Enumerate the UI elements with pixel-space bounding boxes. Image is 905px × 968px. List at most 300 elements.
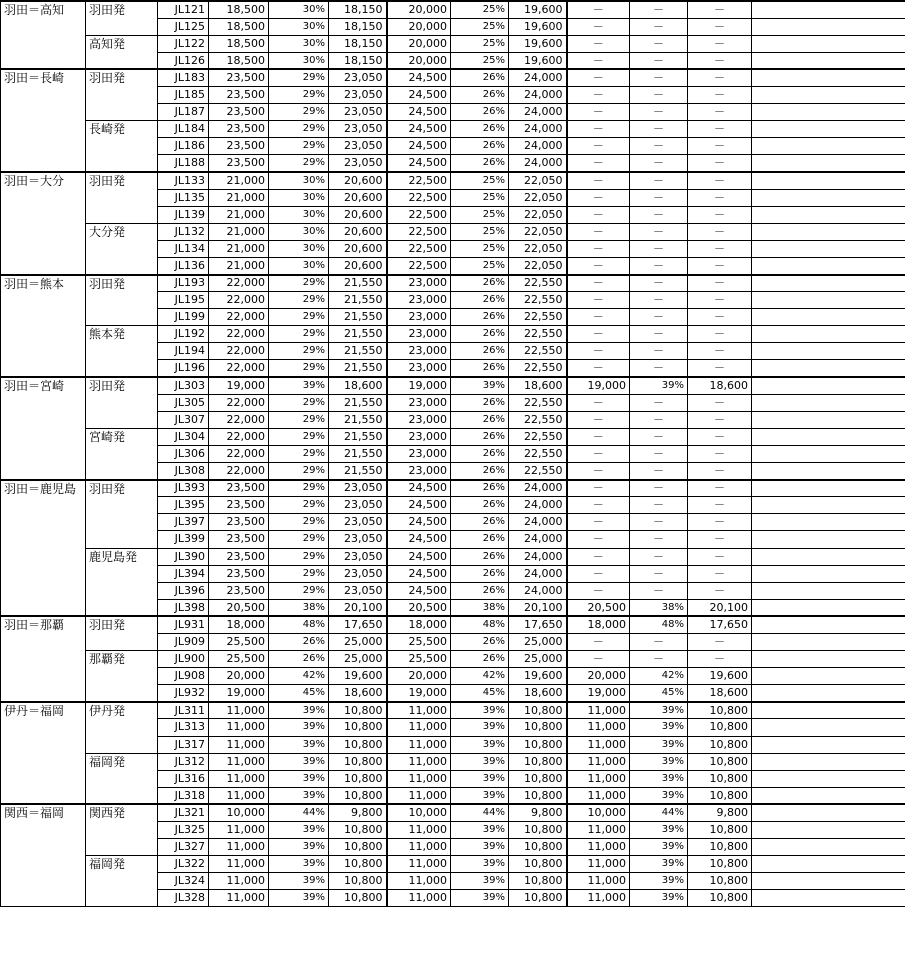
fare-c-cell: 11,000	[567, 890, 630, 907]
fare-a2-cell: 18,150	[329, 1, 387, 18]
fare-a-cell: 22,000	[209, 463, 269, 480]
empty-cell	[752, 292, 905, 309]
fare-b-cell: 11,000	[387, 873, 451, 890]
rate-b-cell: 39%	[451, 736, 509, 753]
fare-c2-cell: 18,600	[688, 377, 752, 394]
flight-number-cell: JL121	[158, 1, 209, 18]
fare-a2-cell: 21,550	[329, 463, 387, 480]
table-row	[1, 172, 905, 189]
fare-b2-cell: 22,550	[509, 360, 567, 377]
fare-c-cell: －	[567, 206, 630, 223]
fare-b2-cell: 22,550	[509, 463, 567, 480]
rate-c-cell: 42%	[630, 668, 688, 685]
fare-a2-cell: 21,550	[329, 292, 387, 309]
flight-number-cell: JL183	[158, 69, 209, 86]
fare-b-cell: 23,000	[387, 463, 451, 480]
fare-a-cell: 18,500	[209, 1, 269, 18]
rate-c-cell: －	[630, 189, 688, 206]
fare-b-cell: 22,500	[387, 189, 451, 206]
empty-cell	[752, 890, 905, 907]
fare-b-cell: 20,500	[387, 599, 451, 616]
rate-a-cell: 39%	[269, 839, 329, 856]
fare-b-cell: 23,000	[387, 411, 451, 428]
fare-c-cell: －	[567, 394, 630, 411]
fare-b2-cell: 10,800	[509, 787, 567, 804]
rate-a-cell: 29%	[269, 531, 329, 548]
flight-number-cell: JL126	[158, 52, 209, 69]
flight-number-cell: JL122	[158, 35, 209, 52]
flight-number-cell: JL390	[158, 548, 209, 565]
empty-cell	[752, 719, 905, 736]
fare-a-cell: 23,500	[209, 514, 269, 531]
fare-b2-cell: 19,600	[509, 52, 567, 69]
fare-c2-cell: －	[688, 394, 752, 411]
rate-c-cell: －	[630, 52, 688, 69]
empty-cell	[752, 206, 905, 223]
fare-a2-cell: 25,000	[329, 651, 387, 668]
rate-a-cell: 29%	[269, 309, 329, 326]
fare-b2-cell: 24,000	[509, 69, 567, 86]
flight-number-cell: JL909	[158, 633, 209, 650]
rate-b-cell: 26%	[451, 360, 509, 377]
fare-c2-cell: －	[688, 223, 752, 240]
table-row	[1, 651, 905, 668]
fare-c2-cell: －	[688, 480, 752, 497]
fare-b2-cell: 22,550	[509, 428, 567, 445]
rate-a-cell: 39%	[269, 787, 329, 804]
rate-b-cell: 25%	[451, 18, 509, 35]
rate-b-cell: 26%	[451, 292, 509, 309]
fare-a2-cell: 10,800	[329, 702, 387, 719]
fare-c-cell: 11,000	[567, 856, 630, 873]
rate-b-cell: 26%	[451, 582, 509, 599]
flight-number-cell: JL133	[158, 172, 209, 189]
fare-a2-cell: 18,150	[329, 18, 387, 35]
fare-b2-cell: 24,000	[509, 582, 567, 599]
rate-a-cell: 29%	[269, 428, 329, 445]
fare-c2-cell: －	[688, 633, 752, 650]
rate-b-cell: 39%	[451, 890, 509, 907]
fare-a-cell: 19,000	[209, 685, 269, 702]
fare-a2-cell: 10,800	[329, 856, 387, 873]
rate-b-cell: 25%	[451, 52, 509, 69]
fare-a2-cell: 10,800	[329, 839, 387, 856]
rate-b-cell: 25%	[451, 206, 509, 223]
rate-a-cell: 39%	[269, 856, 329, 873]
route-cell: 羽田＝鹿児島	[1, 480, 86, 617]
rate-a-cell: 39%	[269, 702, 329, 719]
rate-a-cell: 48%	[269, 616, 329, 633]
rate-a-cell: 26%	[269, 651, 329, 668]
fare-c2-cell: －	[688, 172, 752, 189]
fare-a-cell: 11,000	[209, 890, 269, 907]
fare-c2-cell: 20,100	[688, 599, 752, 616]
fare-b-cell: 19,000	[387, 685, 451, 702]
fare-b2-cell: 24,000	[509, 497, 567, 514]
fare-a2-cell: 18,150	[329, 35, 387, 52]
fare-a2-cell: 10,800	[329, 787, 387, 804]
rate-a-cell: 29%	[269, 326, 329, 343]
fare-c2-cell: 18,600	[688, 685, 752, 702]
route-cell: 羽田＝長崎	[1, 69, 86, 172]
fare-c-cell: －	[567, 275, 630, 292]
direction-cell: 伊丹発	[86, 702, 158, 753]
rate-c-cell: 38%	[630, 599, 688, 616]
fare-c-cell: －	[567, 1, 630, 18]
rate-b-cell: 26%	[451, 326, 509, 343]
direction-cell: 宮崎発	[86, 428, 158, 479]
rate-a-cell: 29%	[269, 360, 329, 377]
fare-a-cell: 21,000	[209, 223, 269, 240]
fare-c-cell: 11,000	[567, 787, 630, 804]
fare-b2-cell: 10,800	[509, 736, 567, 753]
fare-c2-cell: 19,600	[688, 668, 752, 685]
fare-b-cell: 23,000	[387, 326, 451, 343]
fare-c-cell: 11,000	[567, 770, 630, 787]
empty-cell	[752, 18, 905, 35]
rate-a-cell: 39%	[269, 753, 329, 770]
rate-c-cell: 39%	[630, 839, 688, 856]
flight-number-cell: JL125	[158, 18, 209, 35]
rate-a-cell: 30%	[269, 206, 329, 223]
flight-number-cell: JL325	[158, 822, 209, 839]
flight-number-cell: JL398	[158, 599, 209, 616]
fare-b2-cell: 24,000	[509, 548, 567, 565]
flight-number-cell: JL327	[158, 839, 209, 856]
fare-b-cell: 24,500	[387, 480, 451, 497]
fare-a-cell: 11,000	[209, 719, 269, 736]
fare-b-cell: 22,500	[387, 172, 451, 189]
rate-b-cell: 38%	[451, 599, 509, 616]
fare-b2-cell: 22,050	[509, 172, 567, 189]
rate-c-cell: 48%	[630, 616, 688, 633]
fare-a2-cell: 23,050	[329, 121, 387, 138]
fare-b2-cell: 17,650	[509, 616, 567, 633]
fare-b2-cell: 10,800	[509, 753, 567, 770]
rate-c-cell: －	[630, 480, 688, 497]
rate-a-cell: 30%	[269, 257, 329, 274]
rate-c-cell: －	[630, 548, 688, 565]
rate-c-cell: 45%	[630, 685, 688, 702]
fare-b-cell: 22,500	[387, 257, 451, 274]
fare-a-cell: 22,000	[209, 394, 269, 411]
empty-cell	[752, 394, 905, 411]
rate-c-cell: 39%	[630, 377, 688, 394]
rate-b-cell: 25%	[451, 257, 509, 274]
fare-b-cell: 11,000	[387, 856, 451, 873]
rate-c-cell: －	[630, 275, 688, 292]
direction-cell: 福岡発	[86, 856, 158, 907]
empty-cell	[752, 257, 905, 274]
fare-c-cell: －	[567, 633, 630, 650]
fare-b2-cell: 10,800	[509, 770, 567, 787]
fare-b2-cell: 19,600	[509, 18, 567, 35]
fare-a2-cell: 23,050	[329, 514, 387, 531]
empty-cell	[752, 411, 905, 428]
rate-c-cell: －	[630, 497, 688, 514]
flight-number-cell: JL900	[158, 651, 209, 668]
table-row	[1, 223, 905, 240]
fare-b-cell: 23,000	[387, 394, 451, 411]
table-row	[1, 377, 905, 394]
fare-b-cell: 24,500	[387, 121, 451, 138]
fare-b-cell: 23,000	[387, 428, 451, 445]
empty-cell	[752, 531, 905, 548]
fare-a-cell: 25,500	[209, 651, 269, 668]
fare-a2-cell: 9,800	[329, 804, 387, 821]
rate-c-cell: －	[630, 18, 688, 35]
fare-a-cell: 18,000	[209, 616, 269, 633]
fare-c2-cell: －	[688, 275, 752, 292]
rate-a-cell: 30%	[269, 189, 329, 206]
rate-c-cell: －	[630, 411, 688, 428]
fare-a2-cell: 19,600	[329, 668, 387, 685]
fare-a2-cell: 21,550	[329, 275, 387, 292]
empty-cell	[752, 463, 905, 480]
rate-c-cell: －	[630, 565, 688, 582]
empty-cell	[752, 839, 905, 856]
empty-cell	[752, 86, 905, 103]
fare-a2-cell: 23,050	[329, 69, 387, 86]
fare-b-cell: 20,000	[387, 1, 451, 18]
rate-a-cell: 29%	[269, 565, 329, 582]
direction-cell: 羽田発	[86, 480, 158, 548]
fare-a-cell: 23,500	[209, 565, 269, 582]
fare-b-cell: 11,000	[387, 822, 451, 839]
table-row	[1, 804, 905, 821]
fare-c-cell: －	[567, 69, 630, 86]
empty-cell	[752, 360, 905, 377]
fare-c-cell: －	[567, 138, 630, 155]
flight-number-cell: JL316	[158, 770, 209, 787]
fare-c2-cell: －	[688, 138, 752, 155]
fare-a-cell: 23,500	[209, 104, 269, 121]
fare-b2-cell: 19,600	[509, 1, 567, 18]
route-cell: 伊丹＝福岡	[1, 702, 86, 805]
fare-b2-cell: 24,000	[509, 514, 567, 531]
rate-c-cell: －	[630, 343, 688, 360]
rate-a-cell: 30%	[269, 35, 329, 52]
fare-c-cell: －	[567, 309, 630, 326]
rate-a-cell: 30%	[269, 240, 329, 257]
fare-a2-cell: 23,050	[329, 548, 387, 565]
fare-c-cell: －	[567, 121, 630, 138]
fare-b2-cell: 24,000	[509, 480, 567, 497]
table-row	[1, 856, 905, 873]
fare-c-cell: 11,000	[567, 873, 630, 890]
rate-a-cell: 29%	[269, 121, 329, 138]
fare-c2-cell: －	[688, 514, 752, 531]
fare-c2-cell: －	[688, 326, 752, 343]
empty-cell	[752, 787, 905, 804]
rate-a-cell: 44%	[269, 804, 329, 821]
rate-a-cell: 29%	[269, 548, 329, 565]
fare-a2-cell: 23,050	[329, 582, 387, 599]
rate-b-cell: 26%	[451, 86, 509, 103]
fare-b2-cell: 22,550	[509, 292, 567, 309]
fare-c2-cell: －	[688, 309, 752, 326]
rate-b-cell: 26%	[451, 411, 509, 428]
empty-cell	[752, 35, 905, 52]
flight-number-cell: JL136	[158, 257, 209, 274]
fare-c2-cell: －	[688, 292, 752, 309]
direction-cell: 羽田発	[86, 1, 158, 35]
fare-c2-cell: －	[688, 1, 752, 18]
empty-cell	[752, 138, 905, 155]
fare-a2-cell: 21,550	[329, 343, 387, 360]
rate-b-cell: 39%	[451, 377, 509, 394]
flight-number-cell: JL132	[158, 223, 209, 240]
fare-a2-cell: 10,800	[329, 770, 387, 787]
fare-b-cell: 20,000	[387, 18, 451, 35]
fare-a2-cell: 21,550	[329, 326, 387, 343]
flight-number-cell: JL397	[158, 514, 209, 531]
fare-b-cell: 24,500	[387, 138, 451, 155]
rate-c-cell: 39%	[630, 787, 688, 804]
rate-a-cell: 29%	[269, 514, 329, 531]
rate-c-cell: 39%	[630, 890, 688, 907]
fare-b-cell: 25,500	[387, 651, 451, 668]
route-cell: 羽田＝高知	[1, 1, 86, 69]
fare-a-cell: 23,500	[209, 69, 269, 86]
fare-c2-cell: 10,800	[688, 736, 752, 753]
fare-b-cell: 23,000	[387, 275, 451, 292]
fare-b2-cell: 22,550	[509, 394, 567, 411]
flight-number-cell: JL304	[158, 428, 209, 445]
rate-c-cell: －	[630, 394, 688, 411]
fare-c2-cell: －	[688, 445, 752, 462]
fare-table-body	[1, 1, 905, 907]
flight-number-cell: JL186	[158, 138, 209, 155]
fare-c2-cell: －	[688, 155, 752, 172]
rate-c-cell: －	[630, 257, 688, 274]
flight-number-cell: JL193	[158, 275, 209, 292]
fare-b-cell: 23,000	[387, 309, 451, 326]
fare-c2-cell: 10,800	[688, 822, 752, 839]
flight-number-cell: JL306	[158, 445, 209, 462]
flight-number-cell: JL134	[158, 240, 209, 257]
rate-c-cell: 39%	[630, 822, 688, 839]
route-cell: 羽田＝大分	[1, 172, 86, 275]
fare-a-cell: 23,500	[209, 480, 269, 497]
rate-a-cell: 29%	[269, 445, 329, 462]
rate-a-cell: 30%	[269, 223, 329, 240]
rate-c-cell: －	[630, 428, 688, 445]
rate-c-cell: －	[630, 445, 688, 462]
fare-a2-cell: 23,050	[329, 531, 387, 548]
empty-cell	[752, 189, 905, 206]
rate-c-cell: －	[630, 86, 688, 103]
table-row	[1, 428, 905, 445]
direction-cell: 羽田発	[86, 616, 158, 650]
fare-c2-cell: －	[688, 651, 752, 668]
fare-b2-cell: 24,000	[509, 565, 567, 582]
fare-a2-cell: 21,550	[329, 309, 387, 326]
table-row	[1, 275, 905, 292]
flight-number-cell: JL908	[158, 668, 209, 685]
fare-c2-cell: －	[688, 18, 752, 35]
fare-a-cell: 10,000	[209, 804, 269, 821]
fare-a2-cell: 20,600	[329, 240, 387, 257]
fare-c2-cell: －	[688, 206, 752, 223]
fare-b-cell: 24,500	[387, 514, 451, 531]
rate-c-cell: －	[630, 463, 688, 480]
fare-c2-cell: 10,800	[688, 702, 752, 719]
fare-c-cell: －	[567, 86, 630, 103]
fare-c2-cell: －	[688, 497, 752, 514]
fare-c-cell: －	[567, 428, 630, 445]
fare-b2-cell: 22,550	[509, 275, 567, 292]
direction-cell: 羽田発	[86, 172, 158, 223]
fare-a-cell: 18,500	[209, 52, 269, 69]
table-row	[1, 548, 905, 565]
rate-b-cell: 26%	[451, 531, 509, 548]
empty-cell	[752, 702, 905, 719]
fare-b2-cell: 22,050	[509, 206, 567, 223]
rate-c-cell: －	[630, 240, 688, 257]
fare-b2-cell: 25,000	[509, 633, 567, 650]
rate-a-cell: 38%	[269, 599, 329, 616]
rate-b-cell: 25%	[451, 223, 509, 240]
rate-b-cell: 26%	[451, 394, 509, 411]
fare-c-cell: 19,000	[567, 685, 630, 702]
fare-b-cell: 11,000	[387, 702, 451, 719]
fare-c-cell: 19,000	[567, 377, 630, 394]
flight-number-cell: JL305	[158, 394, 209, 411]
rate-a-cell: 29%	[269, 463, 329, 480]
fare-b-cell: 24,500	[387, 497, 451, 514]
fare-c2-cell: －	[688, 35, 752, 52]
rate-c-cell: －	[630, 138, 688, 155]
rate-b-cell: 25%	[451, 35, 509, 52]
rate-c-cell: －	[630, 69, 688, 86]
empty-cell	[752, 1, 905, 18]
empty-cell	[752, 668, 905, 685]
rate-a-cell: 30%	[269, 172, 329, 189]
rate-b-cell: 26%	[451, 480, 509, 497]
flight-number-cell: JL396	[158, 582, 209, 599]
fare-a2-cell: 20,100	[329, 599, 387, 616]
rate-a-cell: 39%	[269, 873, 329, 890]
fare-b2-cell: 18,600	[509, 685, 567, 702]
fare-c-cell: －	[567, 240, 630, 257]
rate-c-cell: －	[630, 223, 688, 240]
fare-b-cell: 24,500	[387, 86, 451, 103]
fare-b2-cell: 22,550	[509, 326, 567, 343]
rate-b-cell: 25%	[451, 240, 509, 257]
fare-a2-cell: 23,050	[329, 497, 387, 514]
empty-cell	[752, 223, 905, 240]
rate-b-cell: 26%	[451, 121, 509, 138]
fare-c2-cell: －	[688, 257, 752, 274]
empty-cell	[752, 121, 905, 138]
fare-b-cell: 22,500	[387, 240, 451, 257]
rate-a-cell: 30%	[269, 1, 329, 18]
fare-c-cell: －	[567, 651, 630, 668]
fare-a2-cell: 21,550	[329, 411, 387, 428]
fare-c-cell: －	[567, 582, 630, 599]
fare-a-cell: 23,500	[209, 531, 269, 548]
direction-cell: 長崎発	[86, 121, 158, 172]
fare-a2-cell: 23,050	[329, 155, 387, 172]
rate-b-cell: 26%	[451, 497, 509, 514]
fare-a-cell: 21,000	[209, 172, 269, 189]
fare-a-cell: 11,000	[209, 736, 269, 753]
flight-number-cell: JL321	[158, 804, 209, 821]
rate-c-cell: －	[630, 531, 688, 548]
empty-cell	[752, 326, 905, 343]
rate-b-cell: 39%	[451, 856, 509, 873]
